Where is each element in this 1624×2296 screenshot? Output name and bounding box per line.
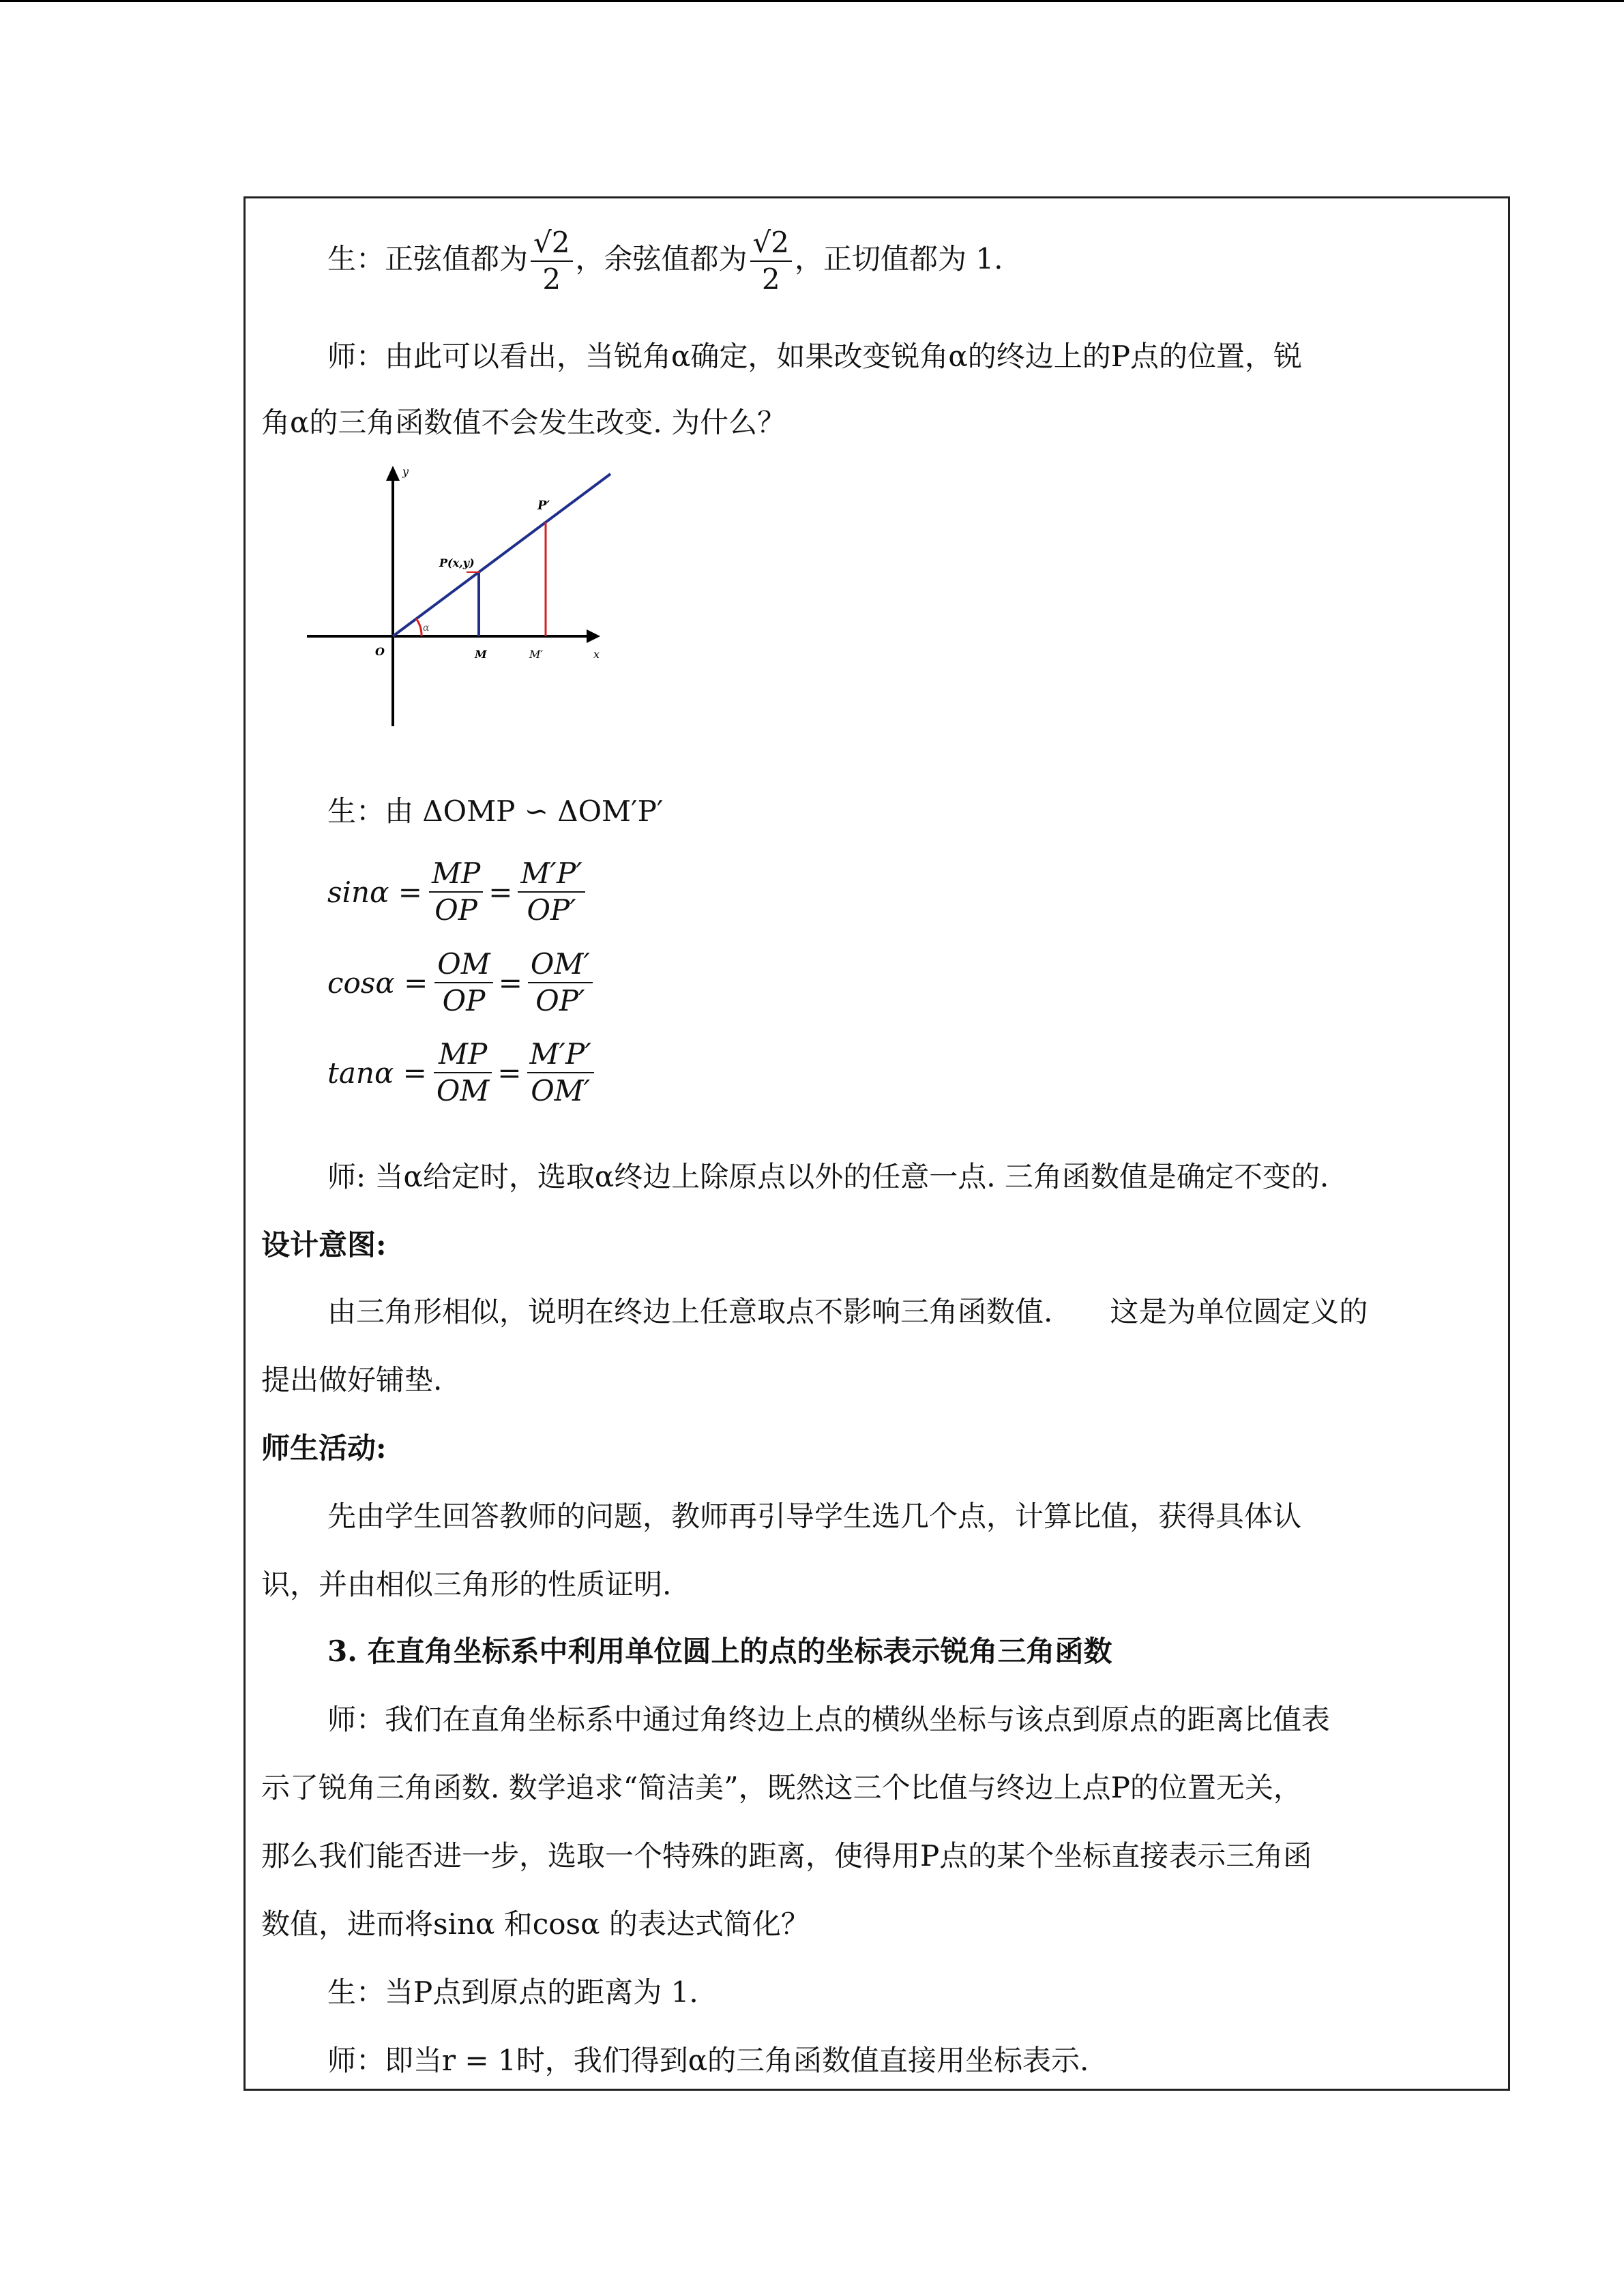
angle-label: α: [423, 623, 430, 633]
design-intent-line-2: 提出做好铺垫.: [261, 1363, 443, 1397]
fraction-sqrt2-over-2: $\frac{√2}{2}$: [531, 225, 572, 297]
student-similar-triangles: 生：由 ΔOMP ∽ ΔOM′P′: [327, 794, 664, 828]
teacher-question-line-1: 师：由此可以看出，当锐角α确定，如果改变锐角α的终边上的P点的位置，锐: [327, 340, 1302, 373]
equation-lhs: sinα =: [327, 875, 422, 909]
design-intent-heading: 设计意图:: [261, 1228, 387, 1262]
fraction: $\frac{M'P'}{OP'}$: [518, 856, 585, 928]
section-3-heading: 3. 在直角坐标系中利用单位圆上的点的坐标表示锐角三角函数: [327, 1635, 1112, 1668]
teacher-conclusion: 师: 当α给定时，选取α终边上除原点以外的任意一点. 三角函数值是确定不变的.: [327, 1160, 1329, 1193]
teacher-unit-circle-line-2: 示了锐角三角函数. 数学追求“简洁美”，既然这三个比值与终边上点P的位置无关，: [261, 1771, 1302, 1804]
y-axis-label: y: [402, 465, 409, 478]
teacher-question-line-2: 角α的三角函数值不会发生改变. 为什么？: [261, 406, 786, 439]
fraction: $\frac{MP}{OP}$: [429, 856, 483, 928]
fraction: $\frac{OM'}{OP'}$: [528, 946, 593, 1019]
equation-lhs: cosα =: [327, 966, 428, 1000]
fraction: $\frac{OM}{OP}$: [434, 946, 492, 1019]
terminal-ray: [393, 474, 610, 636]
text-segment: ，正切值都为 1.: [795, 242, 1003, 275]
equation-sin: [327, 856, 588, 928]
teacher-unit-circle-line-1: 师：我们在直角坐标系中通过角终边上点的横纵坐标与该点到原点的距离比值表: [327, 1703, 1331, 1736]
equals-sign: =: [497, 1056, 522, 1090]
page-top-border: [0, 0, 1624, 2]
design-intent-line-1: 由三角形相似，说明在终边上任意取点不影响三角函数值. 这是为单位圆定义的: [327, 1295, 1368, 1328]
activity-line-1: 先由学生回答教师的问题，教师再引导学生选几个点，计算比值，获得具体认: [327, 1500, 1302, 1533]
x-axis-label: x: [593, 648, 600, 661]
x-axis-arrow-icon: [587, 629, 600, 643]
text-segment: ，余弦值都为: [575, 242, 748, 275]
equation-tan: [327, 1037, 597, 1109]
equals-sign: =: [488, 875, 513, 909]
activity-heading: 师生活动:: [261, 1431, 387, 1465]
activity-line-2: 识，并由相似三角形的性质证明.: [261, 1568, 672, 1601]
fraction-sqrt2-over-2: $\frac{√2}{2}$: [750, 225, 792, 297]
equation-lhs: tanα =: [327, 1056, 427, 1090]
angle-arc: [416, 618, 422, 636]
origin-label: O: [375, 645, 385, 658]
teacher-unit-circle-line-3: 那么我们能否进一步，选取一个特殊的距离，使得用P点的某个坐标直接表示三角函: [261, 1839, 1312, 1873]
point-m2-label: M′: [529, 648, 544, 661]
student-distance-one: 生：当P点到原点的距离为 1.: [327, 1976, 698, 2009]
teacher-r-equals-one: 师：即当r = 1时，我们得到α的三角函数值直接用坐标表示.: [327, 2044, 1089, 2077]
point-m-label: M: [475, 648, 487, 661]
student-answer-values: [327, 225, 1003, 297]
point-p2-label: P′: [537, 498, 550, 513]
equation-cos: [327, 946, 595, 1019]
point-p-label: P(x,y): [439, 556, 475, 569]
equals-sign: =: [498, 966, 522, 1000]
fraction: $\frac{M'P'}{OM'}$: [527, 1037, 594, 1109]
y-axis-arrow-icon: [386, 466, 400, 481]
teacher-unit-circle-line-4: 数值，进而将sinα 和cosα 的表达式简化？: [261, 1907, 810, 1941]
text-segment: 生：正弦值都为: [327, 242, 529, 275]
fraction: $\frac{MP}{OM}$: [434, 1037, 492, 1109]
coordinate-figure: [300, 460, 614, 733]
